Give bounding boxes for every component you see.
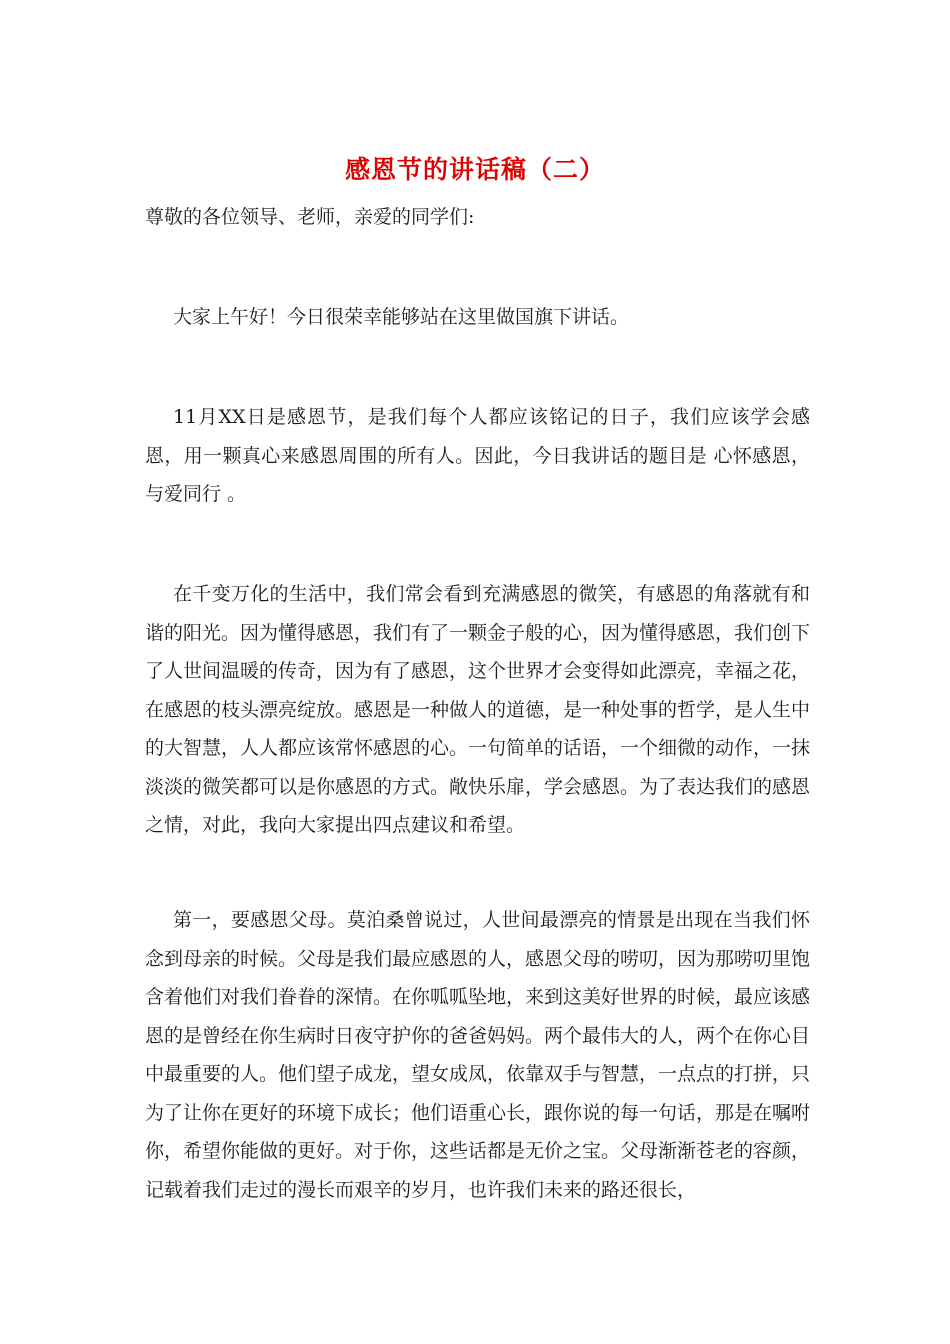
paragraph-gratitude: 在千变万化的生活中，我们常会看到充满感恩的微笑，有感恩的角落就有和谐的阳光。因为懂得感恩，我们有了一颗金子般的心，因为懂得感恩，我们创下了人世间温暖的传奇，因为有了感恩，这个世界才会变得如此漂亮，幸福之花，在感恩的枝头漂亮绽放。感恩是一种做人的道德，是一种处事的哲学，是人生中的大智慧，人人都应该常怀感恩的心。一句简单的话语，一个细微的动作，一抹淡淡的微笑都可以是你感恩的方式。敞快乐扉，学会感恩。为了表达我们的感恩之情，对此，我向大家提出四点建议和希望。 [145, 583, 811, 836]
document-title: 感恩节的讲话稿（二） [344, 155, 605, 184]
salutation: 尊敬的各位领导、老师，亲爱的同学们: [145, 206, 475, 228]
paragraph-greeting: 大家上午好！今日很荣幸能够站在这里做国旗下讲话。 [173, 306, 630, 328]
paragraph-topic: 11月XX日是感恩节，是我们每个人都应该铭记的日子，我们应该学会感恩，用一颗真心来感恩周围的所有人。因此，今日我讲话的题目是 心怀感恩，与爱同行 。 [145, 406, 810, 505]
paragraph-parents: 第一，要感恩父母。莫泊桑曾说过，人世间最漂亮的情景是出现在当我们怀念到母亲的时候。父母是我们最应感恩的人，感恩父母的唠叨，因为那唠叨里饱含着他们对我们眷眷的深情。在你呱呱坠地，来到这美好世界的时候，最应该感恩的是曾经在你生病时日夜守护你的爸爸妈妈。两个最伟大的人，两个在你心目中最重要的人。他们望子成龙，望女成凤，依靠双手与智慧，一点点的打拼，只为了让你在更好的环境下成长；他们语重心长，跟你说的每一句话，那是在嘱咐你，希望你能做的更好。对于你，这些话都是无价之宝。父母渐渐苍老的容颜，记载着我们走过的漫长而艰辛的岁月，也许我们未来的路还很长， [145, 909, 811, 1201]
